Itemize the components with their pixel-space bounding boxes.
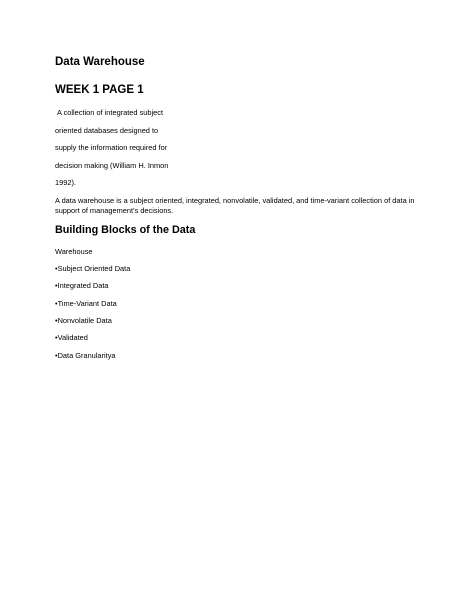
list-item: •Subject Oriented Data [55, 263, 131, 273]
definition-paragraph: A data warehouse is a subject oriented, integrated, nonvolatile, validated, and time-variant collection of data in support of management’s decisions. [55, 195, 415, 215]
definition-line: A collection of integrated subject [57, 108, 163, 117]
section-heading: Building Blocks of the Data [55, 223, 196, 236]
list-item: •Time-Variant Data [55, 298, 117, 308]
list-item: •Nonvolatile Data [55, 316, 112, 326]
definition-line: 1992). [55, 178, 76, 187]
document-title: Data Warehouse [55, 56, 145, 68]
list-item: •Data Granularitya [55, 350, 116, 360]
list-item: •Validated [55, 333, 88, 343]
definition-line: oriented databases designed to [55, 125, 159, 135]
week-heading: WEEK 1 PAGE 1 [55, 84, 144, 96]
list-item: •Integrated Data [55, 281, 109, 291]
definition-line: decision making (William H. Inmon [55, 160, 169, 170]
definition-line: supply the information required for [55, 143, 168, 152]
document-content [55, 55, 425, 368]
list-item: Warehouse [55, 246, 93, 256]
